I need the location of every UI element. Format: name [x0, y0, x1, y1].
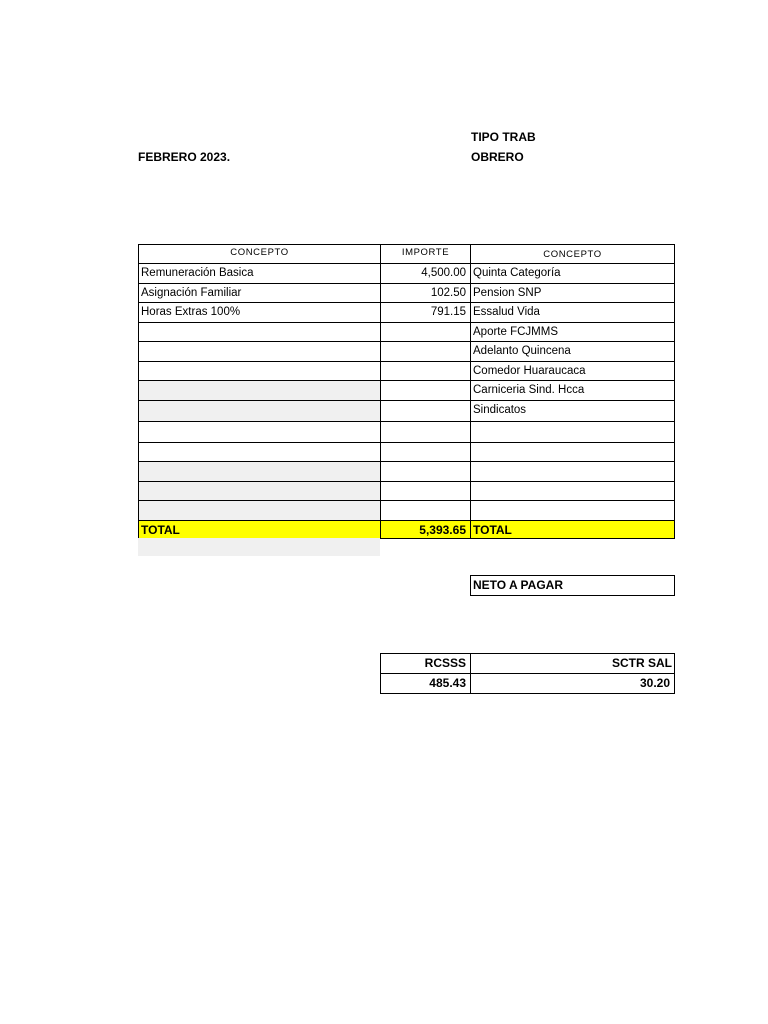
table-row: [138, 341, 675, 361]
descuento-cell: Comedor Huaraucaca: [470, 361, 675, 381]
descuento-cell: Sindicatos: [470, 400, 675, 421]
descuento-cell: Adelanto Quincena: [470, 341, 675, 361]
table-row: [138, 400, 675, 421]
descuento-cell: Quinta Categoría: [470, 263, 675, 283]
payroll-table: [138, 244, 675, 539]
period-label: FEBRERO 2023.: [138, 150, 231, 164]
importe-cell: [380, 361, 470, 381]
importe-cell: [380, 400, 470, 421]
importe-cell: [380, 322, 470, 342]
importe-cell: 102.50: [380, 283, 470, 303]
importe-cell: [380, 341, 470, 361]
table-row: [138, 263, 675, 283]
col-header-concepto-ingresos: CONCEPTO: [138, 244, 380, 263]
table-row: [138, 461, 675, 481]
descuento-cell: Aporte FCJMMS: [470, 322, 675, 342]
table-row: [138, 380, 675, 400]
descuento-cell: [470, 421, 675, 442]
neto-a-pagar-box: [470, 575, 675, 596]
table-row: [138, 481, 675, 501]
concepto-cell: [138, 461, 380, 481]
descuento-cell: [470, 461, 675, 481]
concepto-cell: [138, 322, 380, 342]
table-row: [138, 283, 675, 303]
total-label: TOTAL: [138, 520, 380, 539]
rcsss-header: RCSSS: [380, 653, 471, 674]
concepto-cell: [138, 442, 380, 462]
importe-cell: [380, 421, 470, 442]
concepto-cell: [138, 500, 380, 520]
descuento-cell: [470, 481, 675, 501]
concepto-cell: [138, 380, 380, 400]
concepto-cell: Asignación Familiar: [138, 283, 380, 303]
descuento-cell: [470, 500, 675, 520]
importe-cell: [380, 461, 470, 481]
concepto-cell: [138, 481, 380, 501]
shaded-cell: [138, 538, 380, 556]
concepto-cell: Horas Extras 100%: [138, 302, 380, 322]
aportes-table: [380, 653, 675, 693]
total-row: [138, 520, 675, 539]
concepto-cell: [138, 400, 380, 421]
table-row: [138, 442, 675, 462]
table-row: [138, 322, 675, 342]
table-header-row: [138, 244, 675, 263]
descuento-cell: Essalud Vida: [470, 302, 675, 322]
concepto-cell: [138, 341, 380, 361]
table-row: [138, 302, 675, 322]
importe-cell: [380, 500, 470, 520]
descuento-cell: Pension SNP: [470, 283, 675, 303]
neto-a-pagar-label: NETO A PAGAR: [473, 578, 564, 592]
table-row: [138, 361, 675, 381]
descuento-cell: Carniceria Sind. Hcca: [470, 380, 675, 400]
table-row: [138, 500, 675, 520]
table-row: [138, 421, 675, 442]
importe-cell: [380, 442, 470, 462]
tipo-trab-label: TIPO TRAB: [471, 130, 536, 144]
sctr-value: 30.20: [470, 673, 675, 694]
total-importe: 5,393.65: [380, 520, 470, 539]
concepto-cell: [138, 361, 380, 381]
sctr-header: SCTR SAL: [470, 653, 675, 674]
descuento-cell: [470, 442, 675, 462]
col-header-concepto-descuentos: CONCEPTO: [470, 244, 675, 263]
importe-cell: [380, 481, 470, 501]
concepto-cell: Remuneración Basica: [138, 263, 380, 283]
rcsss-value: 485.43: [380, 673, 471, 694]
tipo-trab-value: OBRERO: [471, 150, 524, 164]
importe-cell: 4,500.00: [380, 263, 470, 283]
col-header-importe: IMPORTE: [380, 244, 470, 263]
importe-cell: 791.15: [380, 302, 470, 322]
concepto-cell: [138, 421, 380, 442]
importe-cell: [380, 380, 470, 400]
total-descuentos-label: TOTAL: [470, 520, 675, 539]
